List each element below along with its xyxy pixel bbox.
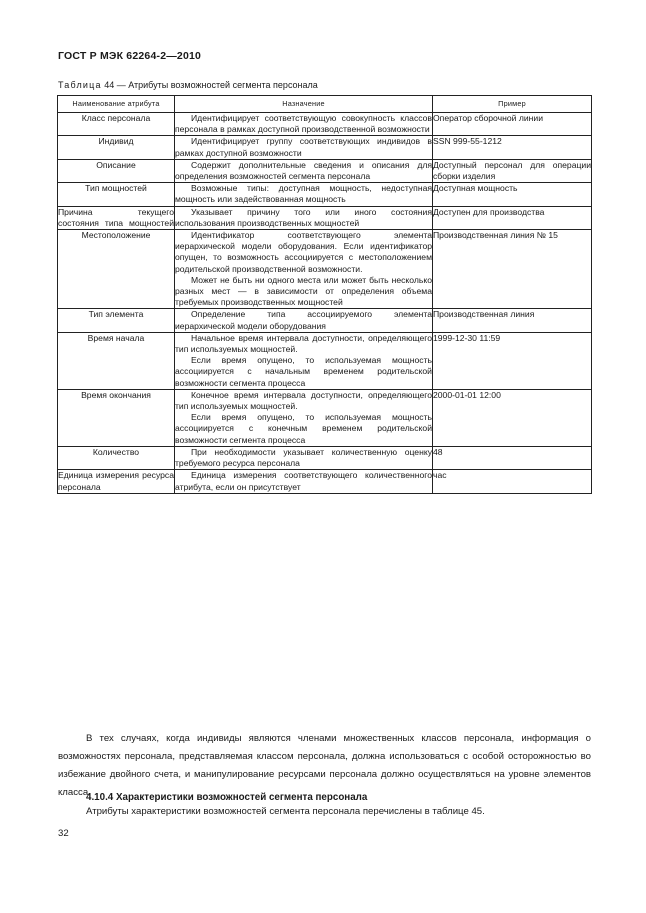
purpose-cell	[175, 183, 433, 206]
attributes-table	[57, 95, 592, 494]
purpose-paragraph: Содержит дополнительные сведения и описания для определения возможностей сегмента персонала	[175, 159, 432, 182]
example-cell: Доступная мощность	[433, 183, 592, 206]
example-cell: Производственная линия	[433, 309, 592, 332]
example-cell: 2000-01-01 12:00	[433, 389, 592, 446]
table-row	[58, 446, 592, 469]
table-row	[58, 389, 592, 446]
table-body	[58, 113, 592, 494]
table-caption-label: Таблица	[58, 80, 102, 90]
table-row	[58, 183, 592, 206]
example-cell: Доступный персонал для операции сборки изделия	[433, 159, 591, 182]
table-caption	[58, 80, 318, 90]
table-row	[58, 206, 592, 229]
attribute-name-cell: Единица измерения ресурса персонала	[58, 470, 174, 492]
section-heading: 4.10.4 Характеристики возможностей сегмента персонала	[86, 792, 368, 803]
purpose-cell	[175, 159, 433, 182]
purpose-cell	[175, 230, 433, 309]
purpose-cell	[175, 389, 433, 446]
column-header-example: Пример	[433, 96, 592, 113]
attribute-name-cell: Тип мощностей	[58, 183, 175, 206]
purpose-paragraph: При необходимости указывает количественную оценку требуемого ресурса персонала	[175, 446, 432, 469]
table-row	[58, 470, 592, 493]
table-row	[58, 136, 592, 159]
purpose-paragraph: Определение типа ассоциируемого элемента иерархической модели оборудования	[175, 309, 432, 331]
example-cell: час	[433, 470, 592, 493]
purpose-paragraph: Конечное время интервала доступности, определяющего тип используемых мощностей.	[175, 389, 432, 412]
example-cell: SSN 999-55-1212	[433, 136, 592, 159]
body-paragraph: В тех случаях, когда индивиды являются членами множественных классов персонала, информация о возможностях персонала, представляемая классом персонала, должна использоваться с особой осторожностью во избежание двойного счета, и манипулирование ресурсами персонала должно осуществляться на уровне элементов класса.	[58, 733, 591, 798]
purpose-cell	[175, 332, 433, 389]
purpose-paragraph: Может не быть ни одного места или может быть несколько разных мест — в зависимости от определения объема требуемых производственных мощностей	[175, 274, 432, 308]
example-cell: Производственная линия № 15	[433, 230, 592, 309]
table-row	[58, 309, 592, 332]
example-cell: Оператор сборочной линии	[433, 113, 592, 136]
purpose-paragraph: Указывает причину того или иного состояния использования производственных мощностей	[175, 206, 432, 228]
purpose-paragraph: Начальное время интервала доступности, определяющего тип используемых мощностей.	[175, 332, 432, 355]
purpose-cell	[175, 446, 433, 469]
attribute-name-cell: Время окончания	[58, 389, 175, 446]
table-caption-text: 44 — Атрибуты возможностей сегмента персонала	[101, 80, 318, 90]
page-number: 32	[58, 828, 69, 839]
column-header-purpose: Назначение	[175, 96, 433, 113]
attribute-name-cell: Тип элемента	[58, 309, 175, 332]
table-row	[58, 230, 592, 309]
attribute-name-cell: Описание	[58, 159, 175, 182]
purpose-cell	[175, 206, 433, 229]
example-cell: 48	[433, 446, 592, 469]
example-cell: 1999-12-30 11:59	[433, 332, 592, 389]
purpose-paragraph: Если время опущено, то используемая мощность ассоциируется с начальным временем родительской возможности сегмента процесса	[175, 355, 432, 388]
purpose-paragraph: Идентификатор соответствующего элемента иерархической модели оборудования. Если идентификатор опущен, то возможность ассоциируется с местоположением родительской производственной возможности.	[175, 230, 432, 274]
attribute-name-cell: Время начала	[58, 332, 175, 389]
section-text: Атрибуты характеристики возможностей сегмента персонала перечислены в таблице 45.	[86, 806, 485, 817]
purpose-paragraph: Возможные типы: доступная мощность, недоступная мощность или задействованная мощность	[175, 183, 432, 205]
purpose-paragraph: Идентифицирует группу соответствующих индивидов в рамках доступной возможности	[175, 136, 432, 158]
table-row	[58, 332, 592, 389]
purpose-paragraph: Идентифицирует соответствующую совокупность классов персонала в рамках доступной производственной возможности	[175, 113, 432, 135]
table-row	[58, 159, 592, 182]
column-header-name: Наименование атрибута	[58, 96, 175, 113]
attribute-name-cell: Причина текущего состояния типа мощностей	[58, 206, 174, 228]
table-row	[58, 113, 592, 136]
attribute-name-cell: Класс персонала	[58, 113, 175, 136]
attribute-name-cell: Местоположение	[58, 230, 175, 309]
example-cell: Доступен для производства	[433, 206, 592, 229]
purpose-paragraph: Если время опущено, то используемая мощность ассоциируется с конечным временем родительской возможности сегмента процесса	[175, 412, 432, 445]
purpose-cell	[175, 113, 433, 136]
table-header-row	[58, 96, 592, 113]
purpose-paragraph: Единица измерения соответствующего количественного атрибута, если он присутствует	[175, 470, 432, 492]
document-header: ГОСТ Р МЭК 62264-2—2010	[58, 50, 202, 62]
attribute-name-cell: Количество	[58, 446, 175, 469]
attribute-name-cell: Индивид	[58, 136, 175, 159]
purpose-cell	[175, 136, 433, 159]
purpose-cell	[175, 309, 433, 332]
purpose-cell	[175, 470, 433, 493]
